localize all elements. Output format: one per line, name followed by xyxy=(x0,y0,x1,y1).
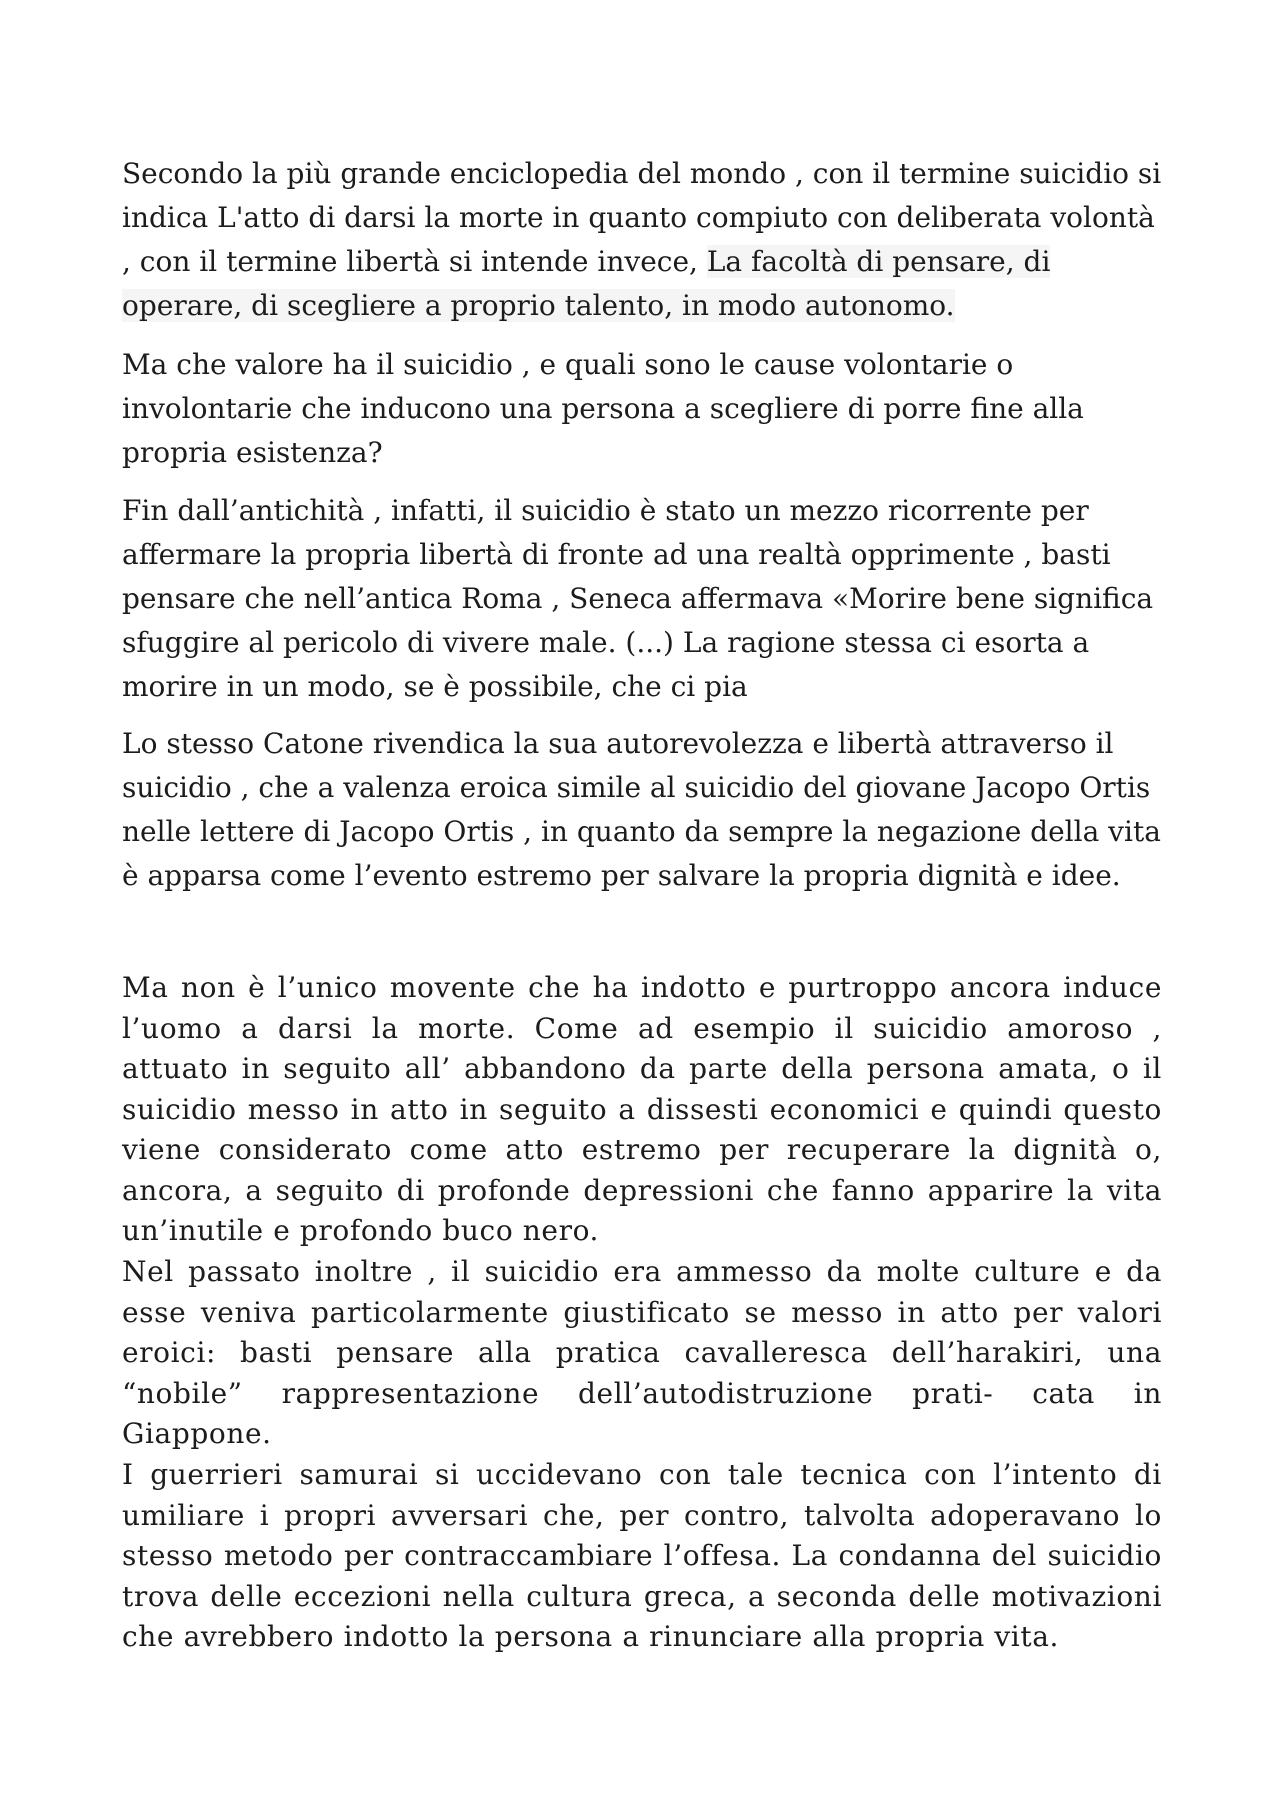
paragraph-question: Ma che valore ha il suicidio , e quali sono le cause volontarie o involontarie che inducono una persona a scegliere di porre fine alla propria esistenza? xyxy=(122,348,1084,469)
paragraph-definitions xyxy=(122,152,1162,328)
definition-text: Secondo la più grande enciclopedia del mondo , con il termine suicidio si indica L'atto di darsi la morte in quanto compiuto con deliberata volontà , con il termine libertà si intende invece, xyxy=(122,157,1162,278)
highlighted-definition: La facoltà di pensare, di operare, di scegliere a proprio talento, in modo autonomo. xyxy=(122,245,1051,322)
paragraph-catone: Lo stesso Catone rivendica la sua autorevolezza e libertà attraverso il suicidio , che a valenza eroica simile al suicidio del giovane Jacopo Ortis nelle lettere di Jacopo Ortis , in quanto da sempre la negazione della vita è apparsa come l’evento estremo per salvare la propria dignità e idee. xyxy=(122,727,1161,892)
paragraph-motives: Ma non è l’unico movente che ha indotto e purtroppo ancora induce l’uomo a darsi la morte. Come ad esempio il suicidio amoroso , attuato in seguito all’ abbandono da parte della persona amata, o il suicidio messo in atto in seguito a dissesti economici e quindi questo viene considerato come atto estremo per recuperare la dignità o, ancora, a seguito di profonde depressioni che fanno apparire la vita un’inutile e profondo buco nero. xyxy=(122,971,1162,1247)
paragraph-antiquity: Fin dall’antichità , infatti, il suicidio è stato un mezzo ricorrente per affermare la propria libertà di fronte ad una realtà opprimente , basti pensare che nell’antica Roma , Seneca affermava «Morire bene significa sfuggire al pericolo di vivere male. (...) La ragione stessa ci esorta a morire in un modo, se è possibile, che ci pia xyxy=(122,494,1154,703)
paragraph-past-cultures: Nel passato inoltre , il suicidio era ammesso da molte culture e da esse veniva particolarmente giustificato se messo in atto per valori eroici: basti pensare alla pratica cavalleresca dell’harakiri, una “nobile” rappresentazione dell’autodistruzione prati- cata in Giappone. xyxy=(122,1255,1162,1450)
paragraph-samurai: I guerrieri samurai si uccidevano con tale tecnica con l’intento di umiliare i propri avversari che, per contro, talvolta adoperavano lo stesso metodo per contraccambiare l’offesa. La condanna del suicidio trova delle eccezioni nella cultura greca, a seconda delle motivazioni che avrebbero indotto la persona a rinunciare alla propria vita. xyxy=(122,1458,1162,1653)
